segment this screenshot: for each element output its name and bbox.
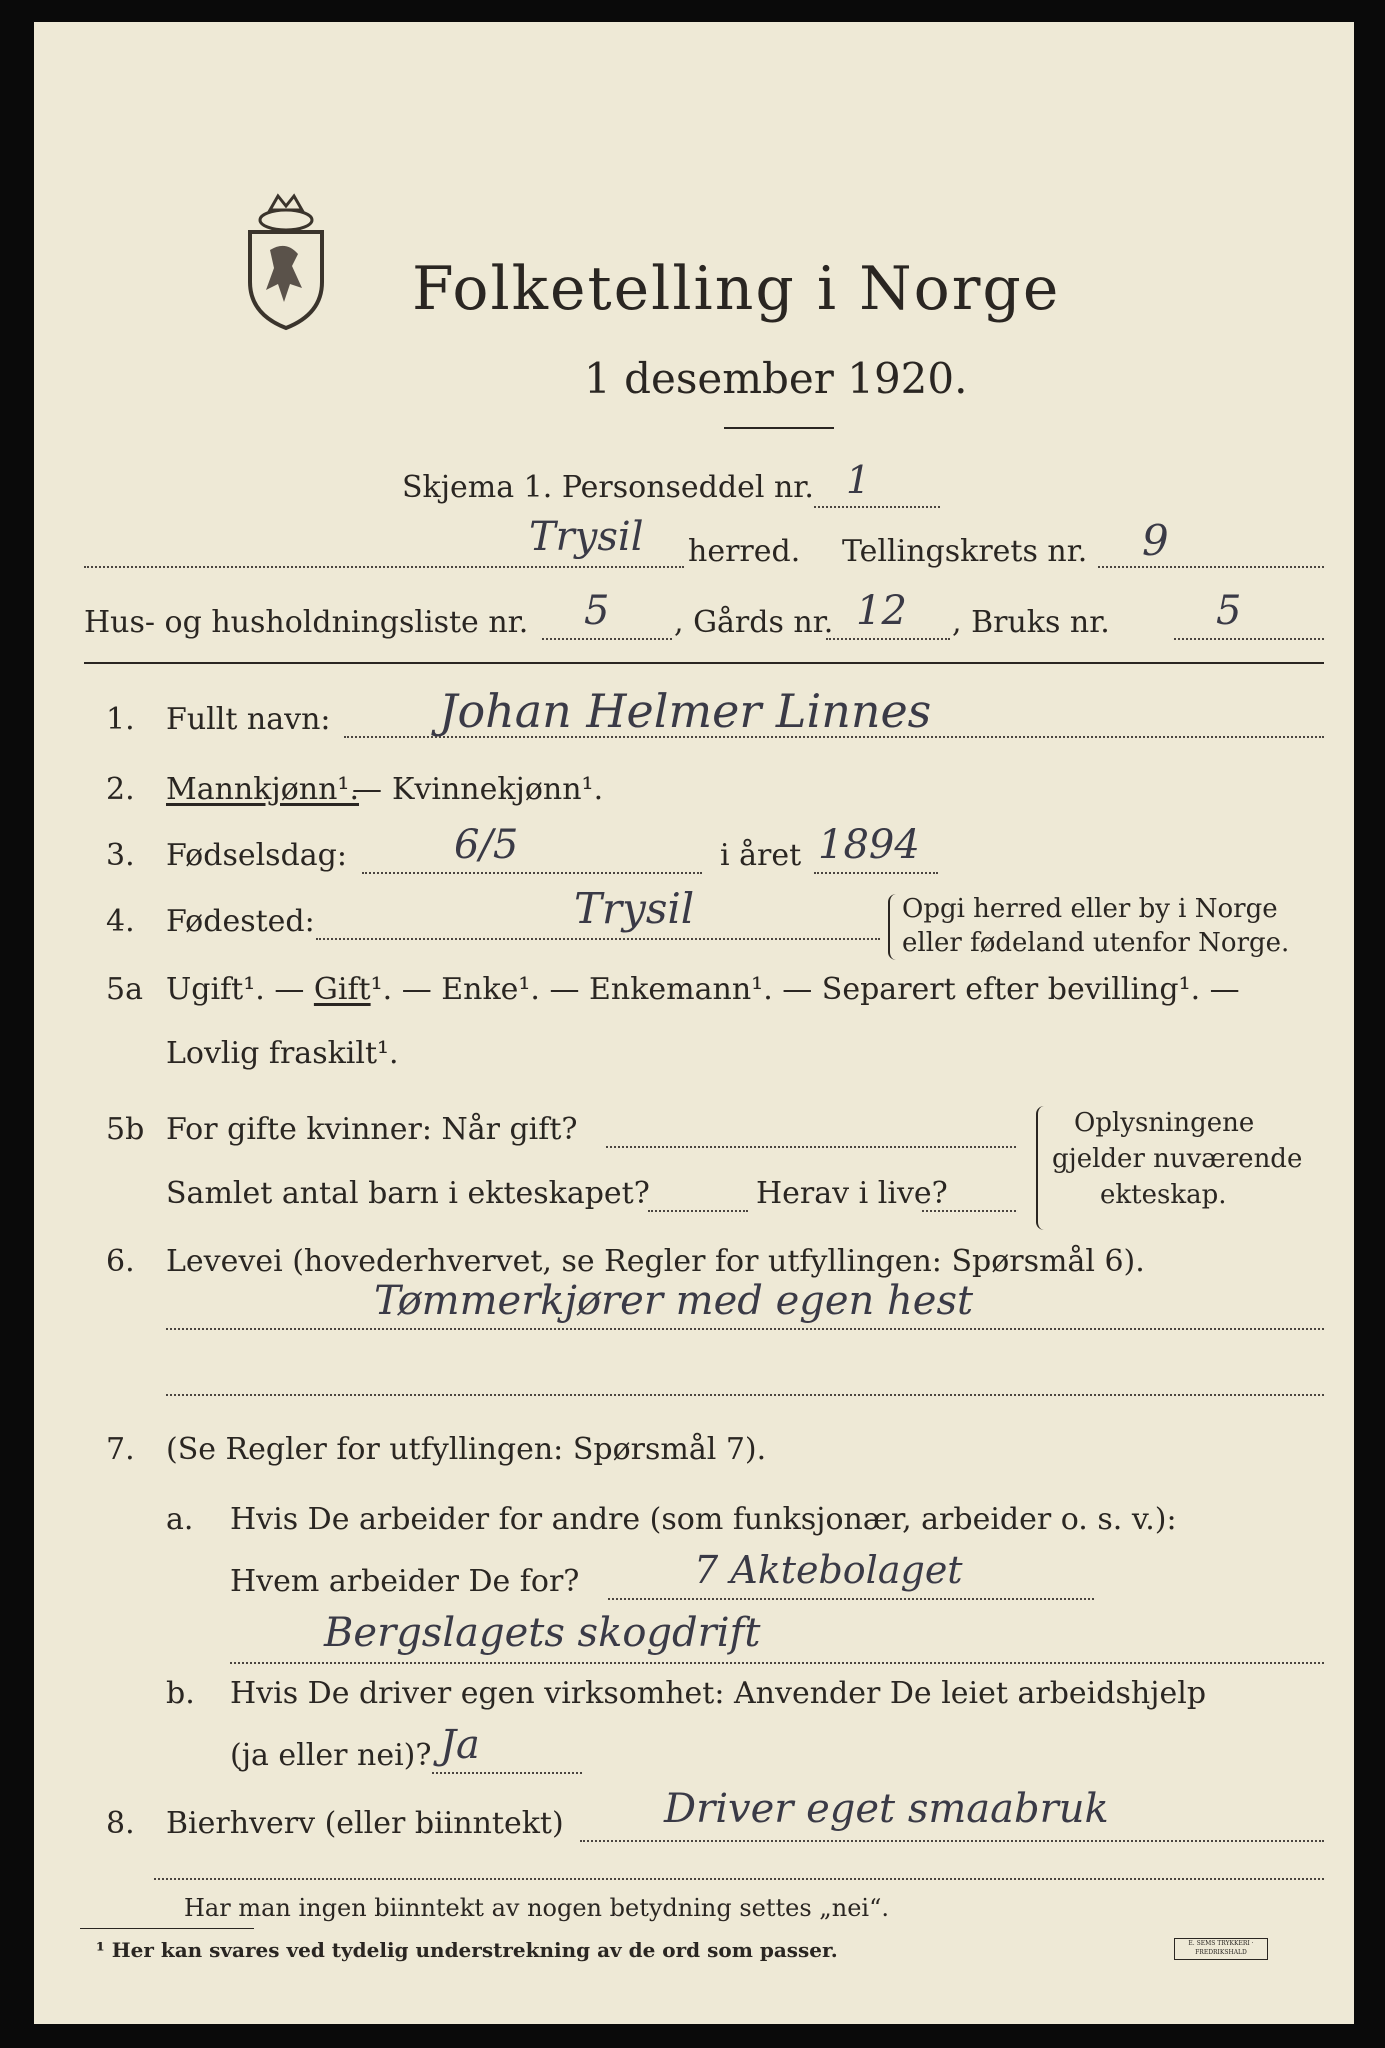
- q5a-ugift: Ugift¹. —: [166, 972, 314, 1007]
- q6-line-2: [166, 1394, 1324, 1396]
- q3-date-value: 6/5: [454, 822, 519, 868]
- q5a-line-2: Lovlig fraskilt¹.: [166, 1036, 399, 1071]
- footer-divider: [154, 1878, 1324, 1880]
- q8-label: Bierhverv (eller biinntekt): [166, 1806, 564, 1841]
- q5a-rest: ¹. — Enke¹. — Enkemann¹. — Separert efter bevilling¹. —: [370, 972, 1240, 1007]
- q8-number: 8.: [106, 1806, 135, 1841]
- q4-note-2: eller fødeland utenfor Norge.: [902, 928, 1290, 958]
- q4-label: Fødested:: [166, 904, 315, 939]
- q4-note-1: Opgi herred eller by i Norge: [902, 894, 1278, 924]
- q5a-gift-option: Gift: [313, 972, 371, 1007]
- q5b-line-3: [922, 1210, 1016, 1212]
- q2-separator: —: [352, 772, 382, 807]
- q5a-number: 5a: [106, 972, 143, 1007]
- q3-date-line: [362, 872, 702, 874]
- q5b-number: 5b: [106, 1112, 145, 1147]
- q6-number: 6.: [106, 1244, 135, 1279]
- hus-label: Hus- og husholdningsliste nr.: [84, 605, 529, 640]
- q5b-note-3: ekteskap.: [1100, 1180, 1227, 1210]
- q4-line: [316, 938, 880, 940]
- tellingskrets-value: 9: [1142, 516, 1169, 565]
- q7b-label: Hvis De driver egen virksomhet: Anvender De leiet arbeidshjelp: [230, 1676, 1207, 1711]
- q7b-question: (ja eller nei)?: [230, 1738, 432, 1773]
- gards-value: 12: [856, 588, 907, 634]
- q4-brace: [888, 894, 898, 960]
- q7-label: (Se Regler for utfyllingen: Spørsmål 7).: [166, 1432, 767, 1467]
- q1-label: Fullt navn:: [166, 702, 331, 737]
- q7a-line-1: [608, 1598, 1094, 1600]
- q5b-label-2: Samlet antal barn i ekteskapet?: [166, 1176, 650, 1211]
- q7a-letter: a.: [166, 1502, 194, 1537]
- herred-line: [84, 566, 684, 568]
- bruks-value: 5: [1216, 588, 1242, 634]
- q7-number: 7.: [106, 1432, 135, 1467]
- personseddel-line: [814, 506, 940, 508]
- q8-line: [580, 1840, 1324, 1842]
- tellingskrets-label: Tellingskrets nr.: [842, 534, 1088, 569]
- title-divider: [724, 427, 834, 429]
- q3-number: 3.: [106, 838, 135, 873]
- q6-line-1: [166, 1328, 1324, 1330]
- q5a-line-1: [166, 972, 1240, 1007]
- q7a-value-2: Bergslagets skogdrift: [324, 1610, 761, 1656]
- tellingskrets-line: [1098, 566, 1324, 568]
- q6-value: Tømmerkjører med egen hest: [374, 1278, 974, 1324]
- q3-year-value: 1894: [818, 822, 920, 868]
- bruks-label: , Bruks nr.: [952, 605, 1110, 640]
- skjema-label: Skjema 1. Personseddel nr.: [402, 470, 814, 505]
- printer-mark: E. SEMS TRYKKERI · FREDRIKSHALD: [1174, 1938, 1268, 1960]
- q5b-note-2: gjelder nuværende: [1052, 1144, 1303, 1174]
- bruks-line: [1174, 638, 1324, 640]
- q5b-label-1: For gifte kvinner: Når gift?: [166, 1112, 578, 1147]
- q5b-label-3: Herav i live?: [756, 1176, 948, 1211]
- q2-number: 2.: [106, 772, 135, 807]
- q7a-line-2: [230, 1662, 1324, 1664]
- q5b-brace: [1036, 1106, 1046, 1230]
- gards-label: , Gårds nr.: [674, 605, 834, 640]
- q3-year-line: [814, 872, 938, 874]
- footnote-rule: [80, 1928, 254, 1929]
- q7a-question: Hvem arbeider De for?: [230, 1564, 580, 1599]
- q7b-line: [432, 1772, 582, 1774]
- q7b-value: Ja: [440, 1722, 480, 1768]
- herred-value: Trysil: [529, 514, 644, 560]
- q2-female-option: Kvinnekjønn¹.: [392, 772, 604, 807]
- q3-label: Fødselsdag:: [166, 838, 347, 873]
- q3-year-label: i året: [720, 838, 802, 873]
- q6-label: Levevei (hovederhvervet, se Regler for utfyllingen: Spørsmål 6).: [166, 1244, 1145, 1279]
- hus-line: [542, 638, 672, 640]
- footnote: ¹ Her kan svares ved tydelig understrekning av de ord som passer.: [96, 1938, 838, 1962]
- q2-male-option: Mannkjønn¹.: [166, 772, 359, 807]
- q7a-value-1: 7 Aktebolaget: [694, 1548, 963, 1592]
- census-form: [34, 22, 1354, 2024]
- gards-line: [826, 638, 950, 640]
- q5b-line-2: [648, 1210, 748, 1212]
- q7b-letter: b.: [166, 1676, 195, 1711]
- q5b-note-1: Oplysningene: [1074, 1108, 1255, 1138]
- footer-note: Har man ingen biinntekt av nogen betydning settes „nei“.: [184, 1894, 889, 1922]
- q4-value: Trysil: [574, 884, 695, 933]
- herred-label: herred.: [688, 534, 801, 569]
- q1-value: Johan Helmer Linnes: [439, 684, 932, 738]
- header-divider: [84, 662, 1324, 664]
- form-date: 1 desember 1920.: [584, 354, 968, 403]
- personseddel-value: 1: [846, 458, 871, 502]
- q7a-label: Hvis De arbeider for andre (som funksjonær, arbeider o. s. v.):: [230, 1502, 1177, 1537]
- coat-of-arms-icon: [240, 192, 332, 332]
- q4-number: 4.: [106, 904, 135, 939]
- q8-value: Driver eget smaabruk: [664, 1786, 1109, 1832]
- q5b-line-1: [606, 1146, 1016, 1148]
- hus-value: 5: [584, 588, 610, 634]
- form-title: Folketelling i Norge: [412, 254, 1061, 324]
- q1-number: 1.: [106, 702, 135, 737]
